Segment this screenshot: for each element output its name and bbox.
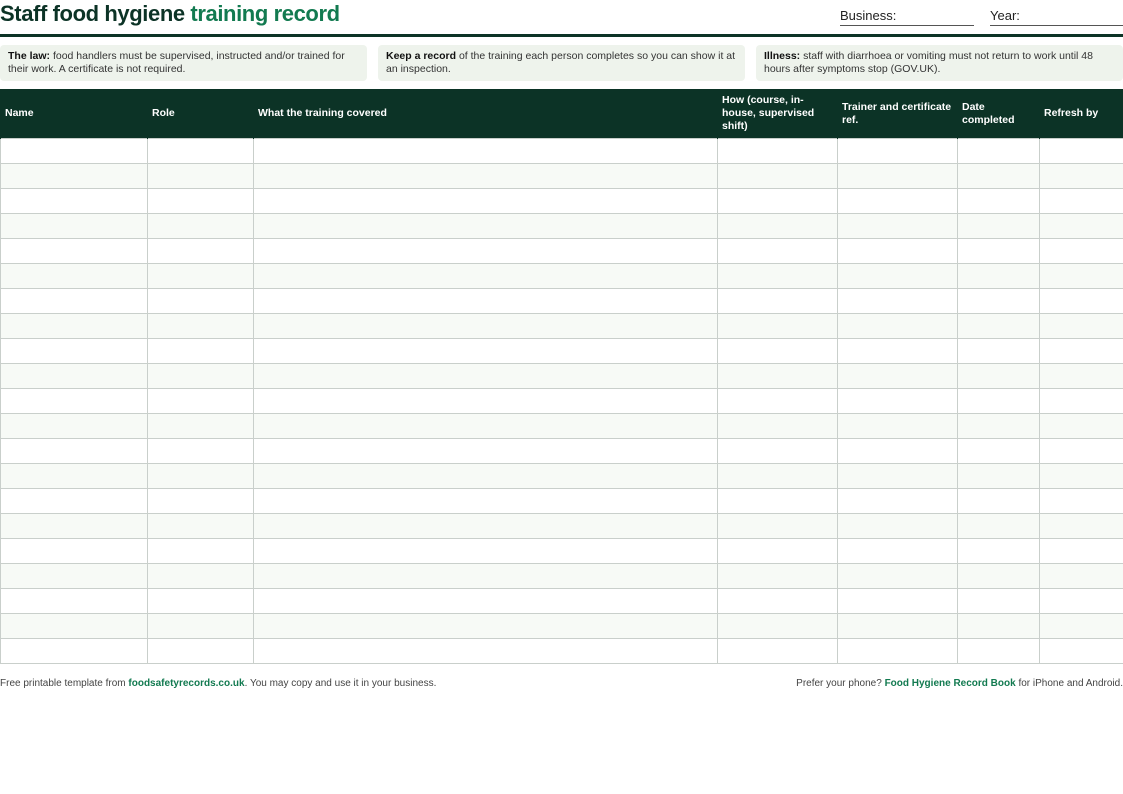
cell-name[interactable] <box>1 514 148 539</box>
cell-name[interactable] <box>1 589 148 614</box>
note-illness <box>756 45 1123 81</box>
cell-trainer[interactable] <box>838 464 958 489</box>
note-law-heading: The law: <box>8 50 51 62</box>
cell-refresh-by[interactable] <box>1040 364 1123 389</box>
cell-refresh-by[interactable] <box>1040 514 1123 539</box>
cell-how[interactable] <box>718 389 838 414</box>
footer-right-suffix: for iPhone and Android. <box>1018 678 1123 689</box>
cell-training-covered[interactable] <box>254 239 718 264</box>
cell-how[interactable] <box>718 264 838 289</box>
cell-training-covered[interactable] <box>254 514 718 539</box>
cell-training-covered[interactable] <box>254 139 718 164</box>
cell-trainer[interactable] <box>838 314 958 339</box>
column-header-trainer: Trainer and certificate ref. <box>838 89 958 139</box>
cell-role[interactable] <box>148 314 254 339</box>
page-header <box>0 0 1123 37</box>
year-field[interactable] <box>990 8 1123 26</box>
cell-trainer[interactable] <box>838 414 958 439</box>
cell-training-covered[interactable] <box>254 164 718 189</box>
cell-role[interactable] <box>148 289 254 314</box>
note-law-text: food handlers must be supervised, instructed and/or trained for their work. A certificate is not required. <box>8 50 345 75</box>
cell-role[interactable] <box>148 339 254 364</box>
cell-date-completed[interactable] <box>958 264 1040 289</box>
cell-name[interactable] <box>1 439 148 464</box>
table-header-row <box>1 89 1123 139</box>
footer-right <box>796 678 1123 689</box>
table-row <box>1 339 1123 364</box>
cell-trainer[interactable] <box>838 489 958 514</box>
cell-date-completed[interactable] <box>958 589 1040 614</box>
cell-date-completed[interactable] <box>958 539 1040 564</box>
cell-refresh-by[interactable] <box>1040 639 1123 664</box>
cell-role[interactable] <box>148 239 254 264</box>
cell-date-completed[interactable] <box>958 314 1040 339</box>
cell-how[interactable] <box>718 189 838 214</box>
cell-name[interactable] <box>1 489 148 514</box>
note-illness-text: staff with diarrhoea or vomiting must not return to work until 48 hours after symptoms stop (GOV.UK). <box>764 50 1093 75</box>
cell-how[interactable] <box>718 639 838 664</box>
cell-training-covered[interactable] <box>254 464 718 489</box>
cell-date-completed[interactable] <box>958 289 1040 314</box>
cell-date-completed[interactable] <box>958 464 1040 489</box>
cell-refresh-by[interactable] <box>1040 389 1123 414</box>
cell-date-completed[interactable] <box>958 239 1040 264</box>
cell-name[interactable] <box>1 339 148 364</box>
cell-how[interactable] <box>718 514 838 539</box>
footer-left-prefix: Free printable template from <box>0 678 126 689</box>
cell-refresh-by[interactable] <box>1040 264 1123 289</box>
cell-how[interactable] <box>718 614 838 639</box>
table-row <box>1 164 1123 189</box>
cell-role[interactable] <box>148 464 254 489</box>
cell-training-covered[interactable] <box>254 489 718 514</box>
business-field[interactable] <box>840 8 974 26</box>
cell-name[interactable] <box>1 139 148 164</box>
cell-date-completed[interactable] <box>958 189 1040 214</box>
cell-how[interactable] <box>718 414 838 439</box>
cell-training-covered[interactable] <box>254 414 718 439</box>
column-header-name: Name <box>1 89 148 139</box>
cell-role[interactable] <box>148 364 254 389</box>
cell-name[interactable] <box>1 614 148 639</box>
cell-refresh-by[interactable] <box>1040 314 1123 339</box>
cell-name[interactable] <box>1 539 148 564</box>
cell-role[interactable] <box>148 589 254 614</box>
cell-name[interactable] <box>1 239 148 264</box>
info-notes <box>0 45 1123 81</box>
cell-trainer[interactable] <box>838 214 958 239</box>
cell-trainer[interactable] <box>838 589 958 614</box>
cell-how[interactable] <box>718 339 838 364</box>
cell-refresh-by[interactable] <box>1040 439 1123 464</box>
cell-how[interactable] <box>718 214 838 239</box>
cell-trainer[interactable] <box>838 539 958 564</box>
cell-date-completed[interactable] <box>958 439 1040 464</box>
training-record-table <box>0 89 1123 664</box>
cell-refresh-by[interactable] <box>1040 214 1123 239</box>
cell-role[interactable] <box>148 264 254 289</box>
cell-name[interactable] <box>1 164 148 189</box>
cell-name[interactable] <box>1 564 148 589</box>
cell-name[interactable] <box>1 414 148 439</box>
cell-refresh-by[interactable] <box>1040 614 1123 639</box>
cell-name[interactable] <box>1 289 148 314</box>
cell-how[interactable] <box>718 464 838 489</box>
cell-name[interactable] <box>1 264 148 289</box>
table-row <box>1 464 1123 489</box>
cell-trainer[interactable] <box>838 564 958 589</box>
cell-refresh-by[interactable] <box>1040 164 1123 189</box>
footer-right-prefix: Prefer your phone? <box>796 678 882 689</box>
table-row <box>1 314 1123 339</box>
cell-trainer[interactable] <box>838 339 958 364</box>
note-record <box>378 45 745 81</box>
cell-training-covered[interactable] <box>254 614 718 639</box>
table-row <box>1 139 1123 164</box>
cell-date-completed[interactable] <box>958 389 1040 414</box>
title-accent: training record <box>190 1 340 26</box>
cell-date-completed[interactable] <box>958 514 1040 539</box>
cell-role[interactable] <box>148 439 254 464</box>
cell-role[interactable] <box>148 164 254 189</box>
cell-date-completed[interactable] <box>958 364 1040 389</box>
cell-role[interactable] <box>148 139 254 164</box>
cell-refresh-by[interactable] <box>1040 189 1123 214</box>
cell-role[interactable] <box>148 514 254 539</box>
cell-training-covered[interactable] <box>254 314 718 339</box>
cell-name[interactable] <box>1 189 148 214</box>
cell-training-covered[interactable] <box>254 264 718 289</box>
cell-name[interactable] <box>1 464 148 489</box>
cell-trainer[interactable] <box>838 139 958 164</box>
table-row <box>1 614 1123 639</box>
cell-how[interactable] <box>718 589 838 614</box>
cell-trainer[interactable] <box>838 389 958 414</box>
cell-how[interactable] <box>718 239 838 264</box>
cell-role[interactable] <box>148 389 254 414</box>
cell-training-covered[interactable] <box>254 589 718 614</box>
cell-refresh-by[interactable] <box>1040 464 1123 489</box>
cell-trainer[interactable] <box>838 239 958 264</box>
table-row <box>1 189 1123 214</box>
table-row <box>1 289 1123 314</box>
cell-how[interactable] <box>718 139 838 164</box>
cell-how[interactable] <box>718 489 838 514</box>
cell-trainer[interactable] <box>838 614 958 639</box>
cell-refresh-by[interactable] <box>1040 339 1123 364</box>
cell-training-covered[interactable] <box>254 289 718 314</box>
cell-role[interactable] <box>148 489 254 514</box>
cell-date-completed[interactable] <box>958 614 1040 639</box>
cell-name[interactable] <box>1 214 148 239</box>
cell-training-covered[interactable] <box>254 389 718 414</box>
table-row <box>1 539 1123 564</box>
cell-how[interactable] <box>718 439 838 464</box>
cell-refresh-by[interactable] <box>1040 139 1123 164</box>
table-row <box>1 589 1123 614</box>
table-row <box>1 214 1123 239</box>
table-body <box>1 139 1123 664</box>
footer-left <box>0 678 436 689</box>
cell-role[interactable] <box>148 614 254 639</box>
cell-role[interactable] <box>148 414 254 439</box>
table-row <box>1 264 1123 289</box>
cell-how[interactable] <box>718 164 838 189</box>
cell-trainer[interactable] <box>838 264 958 289</box>
column-header-training-covered: What the training covered <box>254 89 718 139</box>
cell-trainer[interactable] <box>838 164 958 189</box>
business-label: Business: <box>840 8 897 23</box>
cell-date-completed[interactable] <box>958 414 1040 439</box>
website-link[interactable]: foodsafetyrecords.co.uk <box>128 678 245 689</box>
table-row <box>1 414 1123 439</box>
column-header-role: Role <box>148 89 254 139</box>
cell-how[interactable] <box>718 564 838 589</box>
column-header-how: How (course, in-house, supervised shift) <box>718 89 838 139</box>
note-record-heading: Keep a record <box>386 50 457 62</box>
cell-how[interactable] <box>718 539 838 564</box>
cell-refresh-by[interactable] <box>1040 589 1123 614</box>
table-row <box>1 514 1123 539</box>
cell-role[interactable] <box>148 639 254 664</box>
cell-training-covered[interactable] <box>254 564 718 589</box>
cell-training-covered[interactable] <box>254 639 718 664</box>
table-row <box>1 389 1123 414</box>
cell-refresh-by[interactable] <box>1040 564 1123 589</box>
cell-date-completed[interactable] <box>958 564 1040 589</box>
cell-name[interactable] <box>1 314 148 339</box>
column-header-refresh-by: Refresh by <box>1040 89 1123 139</box>
cell-training-covered[interactable] <box>254 364 718 389</box>
cell-role[interactable] <box>148 214 254 239</box>
cell-training-covered[interactable] <box>254 214 718 239</box>
cell-trainer[interactable] <box>838 439 958 464</box>
table-row <box>1 564 1123 589</box>
year-label: Year: <box>990 8 1020 23</box>
cell-role[interactable] <box>148 564 254 589</box>
cell-how[interactable] <box>718 364 838 389</box>
cell-training-covered[interactable] <box>254 339 718 364</box>
table-row <box>1 364 1123 389</box>
cell-refresh-by[interactable] <box>1040 489 1123 514</box>
table-row <box>1 489 1123 514</box>
footer-left-suffix: . You may copy and use it in your business. <box>244 678 437 689</box>
cell-training-covered[interactable] <box>254 539 718 564</box>
note-record-text: of the training each person completes so you can show it at an inspection. <box>386 50 736 75</box>
cell-trainer[interactable] <box>838 364 958 389</box>
cell-name[interactable] <box>1 364 148 389</box>
cell-role[interactable] <box>148 189 254 214</box>
note-illness-heading: Illness: <box>764 50 801 62</box>
table-row <box>1 439 1123 464</box>
cell-trainer[interactable] <box>838 189 958 214</box>
cell-name[interactable] <box>1 639 148 664</box>
cell-training-covered[interactable] <box>254 439 718 464</box>
cell-date-completed[interactable] <box>958 139 1040 164</box>
cell-training-covered[interactable] <box>254 189 718 214</box>
cell-name[interactable] <box>1 389 148 414</box>
cell-how[interactable] <box>718 314 838 339</box>
cell-refresh-by[interactable] <box>1040 539 1123 564</box>
cell-date-completed[interactable] <box>958 214 1040 239</box>
cell-date-completed[interactable] <box>958 639 1040 664</box>
cell-trainer[interactable] <box>838 514 958 539</box>
page-title <box>0 1 340 27</box>
cell-trainer[interactable] <box>838 289 958 314</box>
cell-date-completed[interactable] <box>958 339 1040 364</box>
column-header-date-completed: Date completed <box>958 89 1040 139</box>
title-main: Staff food hygiene <box>0 1 185 26</box>
cell-date-completed[interactable] <box>958 489 1040 514</box>
note-law <box>0 45 367 81</box>
cell-role[interactable] <box>148 539 254 564</box>
cell-refresh-by[interactable] <box>1040 289 1123 314</box>
cell-refresh-by[interactable] <box>1040 239 1123 264</box>
cell-trainer[interactable] <box>838 639 958 664</box>
cell-refresh-by[interactable] <box>1040 414 1123 439</box>
app-link[interactable]: Food Hygiene Record Book <box>884 678 1016 689</box>
table-row <box>1 239 1123 264</box>
cell-how[interactable] <box>718 289 838 314</box>
cell-date-completed[interactable] <box>958 164 1040 189</box>
table-row <box>1 639 1123 664</box>
